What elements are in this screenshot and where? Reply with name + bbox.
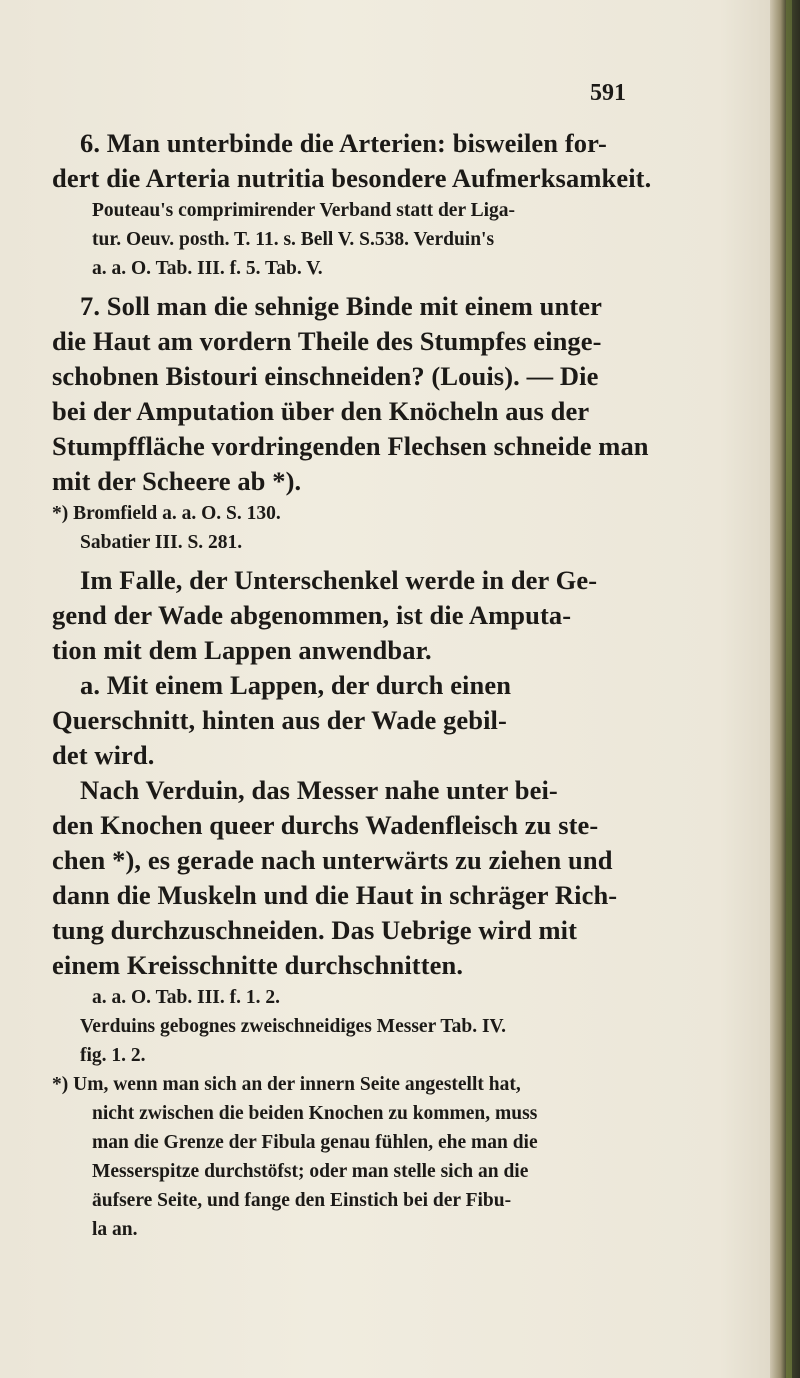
text-line: mit der Scheere ab *).	[52, 466, 302, 496]
text-line: fig. 1. 2.	[80, 1045, 146, 1066]
text-line: Im Falle, der Unterschenkel werde in der Ge-	[80, 565, 598, 595]
text-line: Stumpffläche vordringenden Flechsen schneide man	[52, 431, 649, 461]
text-line: dert die Arteria nutritia besondere Aufmerksamkeit.	[52, 163, 652, 193]
text-line: den Knochen queer durchs Wadenfleisch zu ste-	[52, 810, 599, 840]
text-line: *) Bromfield a. a. O. S. 130.	[52, 503, 281, 524]
text-line: Messerspitze durchstöfst; oder man stelle sich an die	[92, 1161, 529, 1182]
page-number: 591	[590, 80, 626, 106]
text-line: a. a. O. Tab. III. f. 5. Tab. V.	[92, 258, 323, 279]
text-line: Nach Verduin, das Messer nahe unter bei-	[80, 775, 558, 805]
text-line: äufsere Seite, und fange den Einstich bei der Fibu-	[92, 1190, 512, 1211]
text-line: nicht zwischen die beiden Knochen zu kommen, muss	[92, 1103, 538, 1124]
text-line: tung durchzuschneiden. Das Uebrige wird mit	[52, 915, 578, 945]
text-line: einem Kreisschnitte durchschnitten.	[52, 950, 464, 980]
text-line: Pouteau's comprimirender Verband statt der Liga-	[92, 200, 516, 221]
text-line: a. Mit einem Lappen, der durch einen	[80, 670, 512, 700]
text-line: chen *), es gerade nach unterwärts zu ziehen und	[52, 845, 613, 875]
text-line: tion mit dem Lappen anwendbar.	[52, 635, 432, 665]
book-spine-edge	[770, 0, 800, 1378]
text-line: 6. Man unterbinde die Arterien: bisweilen for-	[80, 128, 607, 158]
text-line: a. a. O. Tab. III. f. 1. 2.	[92, 987, 281, 1008]
text-line: det wird.	[52, 740, 155, 770]
text-line: Verduins gebognes zweischneidiges Messer Tab. IV.	[80, 1016, 506, 1037]
text-line: bei der Amputation über den Knöcheln aus der	[52, 396, 590, 426]
text-line: man die Grenze der Fibula genau fühlen, ehe man die	[92, 1132, 538, 1153]
text-line: la an.	[92, 1219, 138, 1240]
text-line: dann die Muskeln und die Haut in schräger Rich-	[52, 880, 618, 910]
text-line: schobnen Bistouri einschneiden? (Louis). — Die	[52, 361, 599, 391]
text-line: *) Um, wenn man sich an der innern Seite angestellt hat,	[52, 1074, 521, 1095]
text-line: Sabatier III. S. 281.	[80, 532, 243, 553]
text-line: gend der Wade abgenommen, ist die Amputa-	[52, 600, 572, 630]
spine-sheen	[786, 0, 792, 1378]
text-line: 7. Soll man die sehnige Binde mit einem unter	[80, 291, 603, 321]
text-line: Querschnitt, hinten aus der Wade gebil-	[52, 705, 507, 735]
text-block	[52, 126, 762, 1244]
text-line: tur. Oeuv. posth. T. 11. s. Bell V. S.538. Verduin's	[92, 229, 495, 250]
text-line: die Haut am vordern Theile des Stumpfes einge-	[52, 326, 602, 356]
